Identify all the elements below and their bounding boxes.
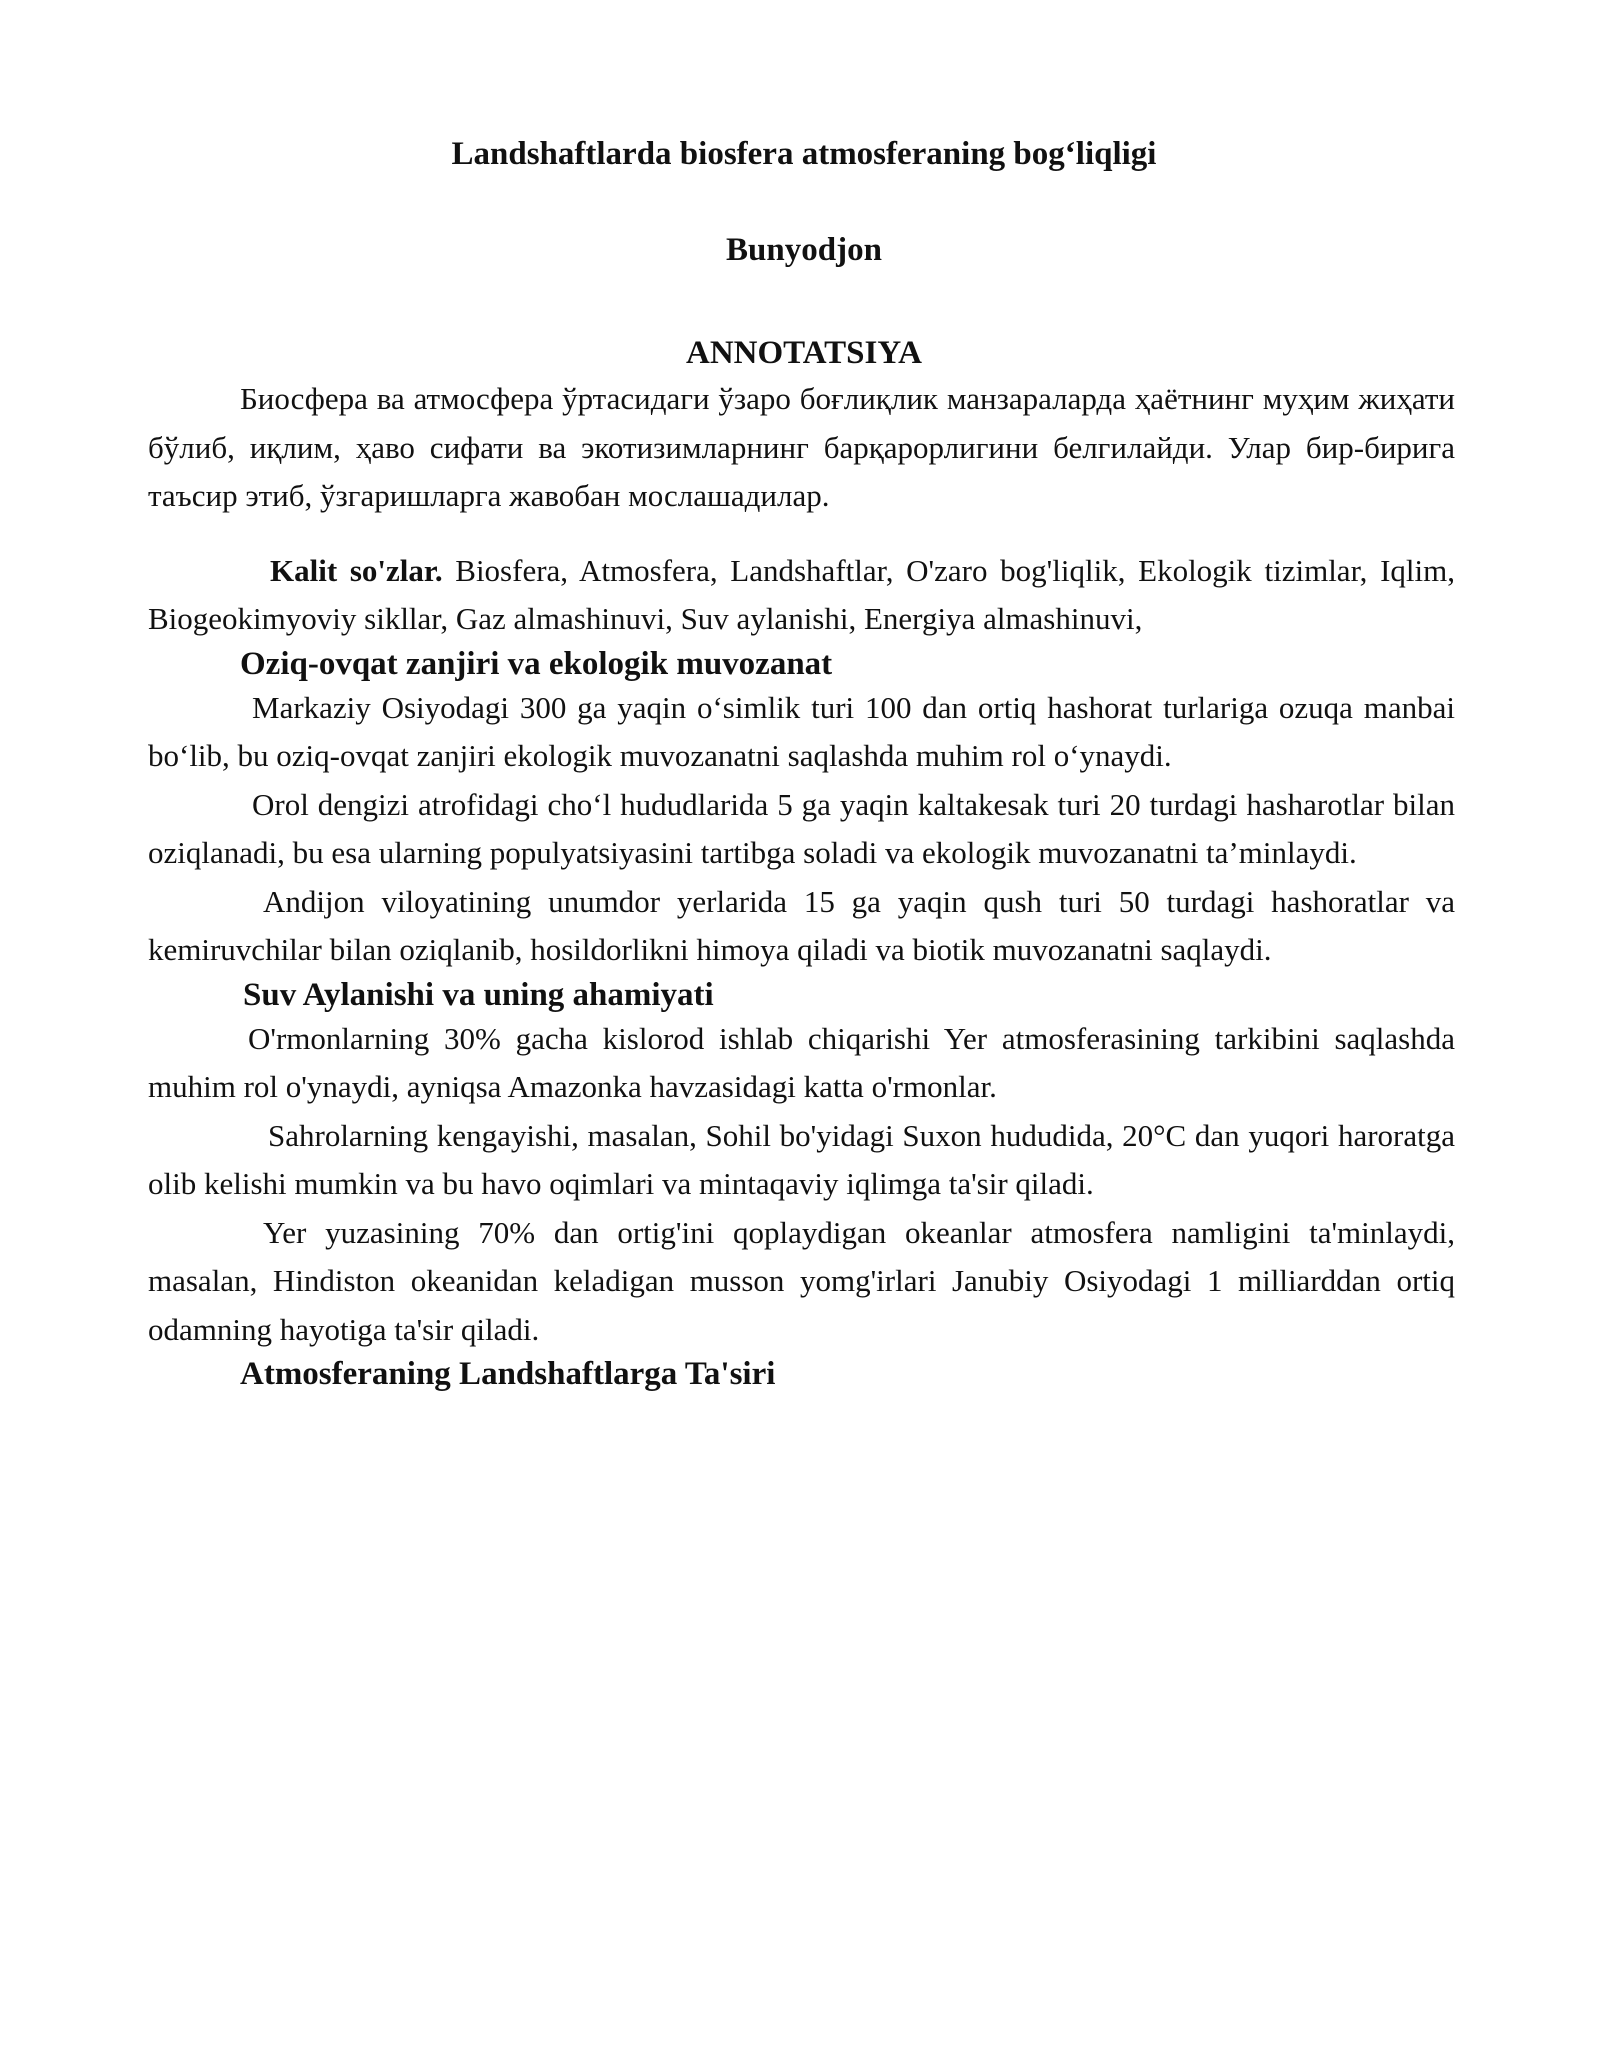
annotation-heading: ANNOTATSIYA <box>686 335 922 371</box>
keywords-paragraph <box>148 547 1455 644</box>
section-paragraph: Andijon viloyatining unumdor yerlarida 15 ga yaqin qush turi 50 turdagi hashoratlar va kemiruvchilar bilan oziqlanib, hosildorlikni himoya qiladi va biotik muvozanatni saqlaydi. <box>148 883 1455 967</box>
document-title: Landshaftlarda biosfera atmosferaning bog‘liqligi <box>451 136 1157 172</box>
section-paragraph: Orol dengizi atrofidagi cho‘l hududlarida 5 ga yaqin kaltakesak turi 20 turdagi hasharotlar bilan oziqlanadi, bu esa ularning populyatsiyasini tartibga soladi va ekologik muvozanatni ta’minlaydi. <box>148 786 1455 870</box>
section-heading-atmosphere-impact: Atmosferaning Landshaftlarga Ta'siri <box>240 1356 776 1392</box>
keywords-list: Biosfera, Atmosfera, Landshaftlar, O'zaro bog'liqlik, Ekologik tizimlar, Iqlim, Biogeokimyoviy sikllar, Gaz almashinuvi, Suv aylanishi, Energiya almashinuvi, <box>148 552 1456 636</box>
section-paragraph: Markaziy Osiyodagi 300 ga yaqin o‘simlik turi 100 dan ortiq hashorat turlariga ozuqa manbai bo‘lib, bu oziq-ovqat zanjiri ekologik muvozanatni saqlashda muhim rol o‘ynaydi. <box>148 689 1455 773</box>
keywords-label: Kalit so'zlar. <box>270 552 443 588</box>
section-paragraph: O'rmonlarning 30% gacha kislorod ishlab chiqarishi Yer atmosferasining tarkibini saqlashda muhim rol o'ynaydi, ayniqsa Amazonka havzasidagi katta o'rmonlar. <box>148 1020 1455 1104</box>
annotation-text: Биосфера ва атмосфера ўртасидаги ўзаро боғлиқлик манзараларда ҳаётнинг муҳим жиҳати бўлиб, иқлим, ҳаво сифати ва экотизимларнинг барқарорлигини белгилайди. Улар бир-бирига таъсир этиб, ўзгаришларга жавобан мослашадилар. <box>148 381 1455 513</box>
author-name: Bunyodjon <box>726 232 882 268</box>
section-paragraph: Sahrolarning kengayishi, masalan, Sohil bo'yidagi Suxon hududida, 20°C dan yuqori haroratga olib kelishi mumkin va bu havo oqimlari va mintaqaviy iqlimga ta'sir qiladi. <box>148 1117 1455 1201</box>
section-heading-water-cycle: Suv Aylanishi va uning ahamiyati <box>243 976 714 1013</box>
section-heading-food-chain: Oziq-ovqat zanjiri va ekologik muvozanat <box>240 645 833 682</box>
section-paragraph: Yer yuzasining 70% dan ortig'ini qoplaydigan okeanlar atmosfera namligini ta'minlaydi, masalan, Hindiston okeanidan keladigan musson yomg'irlari Janubiy Osiyodagi 1 milliarddan ortiq odamning hayotiga ta'sir qiladi. <box>148 1214 1455 1347</box>
